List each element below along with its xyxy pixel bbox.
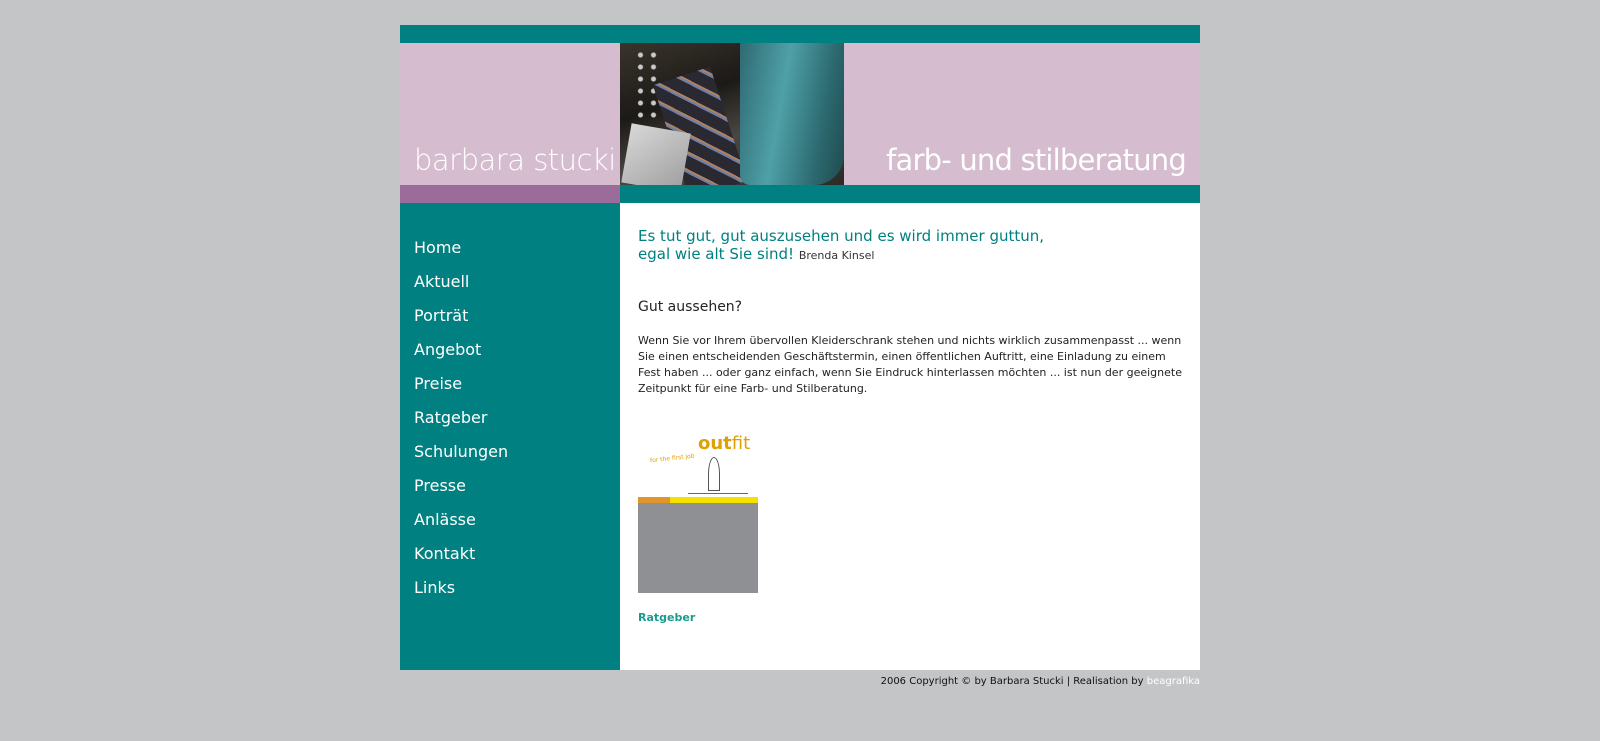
book-subtitle: for the first job [649, 452, 695, 465]
quote-line-2: egal wie alt Sie sind! [638, 245, 795, 263]
book-cover-image[interactable] [638, 431, 758, 593]
ratgeber-link[interactable]: Ratgeber [638, 611, 696, 624]
tagline: farb- und stilberatung [886, 143, 1186, 177]
main-content [620, 203, 1200, 670]
book-title-bold: out [698, 433, 732, 454]
cloth-image [621, 123, 691, 185]
header [400, 43, 1200, 185]
header-photo [620, 43, 844, 185]
nav-item-links[interactable]: Links [414, 578, 456, 597]
copyright-text: 2006 Copyright © by Barbara Stucki | Realisation by [880, 676, 1147, 687]
nav-item-schulungen[interactable]: Schulungen [414, 442, 509, 461]
brand-name: barbara stucki [414, 143, 616, 177]
boot-image [740, 43, 844, 185]
book-title-rest: fit [731, 433, 751, 454]
quote-line-2-wrap [638, 245, 1182, 265]
book-sketch [688, 453, 748, 494]
credit-link[interactable]: beagrafika [1146, 676, 1200, 687]
header-stripe [400, 185, 1200, 203]
footer [400, 674, 1200, 690]
site-container [400, 25, 1200, 690]
nav-item-home[interactable]: Home [414, 238, 462, 257]
nav-item-preise[interactable]: Preise [414, 374, 463, 393]
stripe-purple [400, 185, 620, 203]
nav-item-angebot[interactable]: Angebot [414, 340, 482, 359]
intro-paragraph: Wenn Sie vor Ihrem übervollen Kleiderschrank stehen und nichts wirklich zusammenpasst ... wenn Sie einen entscheidenden Geschäftstermin, einen öffentlichen Auftritt, eine Einladung zu einem Fest haben ... oder ganz einfach, wenn Sie Eindruck hinterlassen möchten ... ist nun der geeignete Zeitpunkt für eine Farb- und Stilberatung. [638, 334, 1182, 395]
nav-item-anlaesse[interactable]: Anlässe [414, 510, 476, 529]
sidebar-nav [400, 203, 620, 670]
quote-author: Brenda Kinsel [798, 249, 875, 262]
nav-item-kontakt[interactable]: Kontakt [414, 544, 476, 563]
section-heading: Gut aussehen? [638, 299, 743, 315]
quote-line-1: Es tut gut, gut auszusehen und es wird immer guttun, [638, 227, 1045, 245]
nav-item-ratgeber[interactable]: Ratgeber [414, 408, 488, 427]
nav-item-presse[interactable]: Presse [414, 476, 466, 495]
book-grey-cover [638, 503, 758, 593]
top-bar [400, 25, 1200, 43]
body-row [400, 203, 1200, 670]
book-title [698, 433, 750, 454]
nav-item-portraet[interactable]: Porträt [414, 306, 469, 325]
quote [638, 227, 1182, 265]
nav-item-aktuell[interactable]: Aktuell [414, 272, 470, 291]
